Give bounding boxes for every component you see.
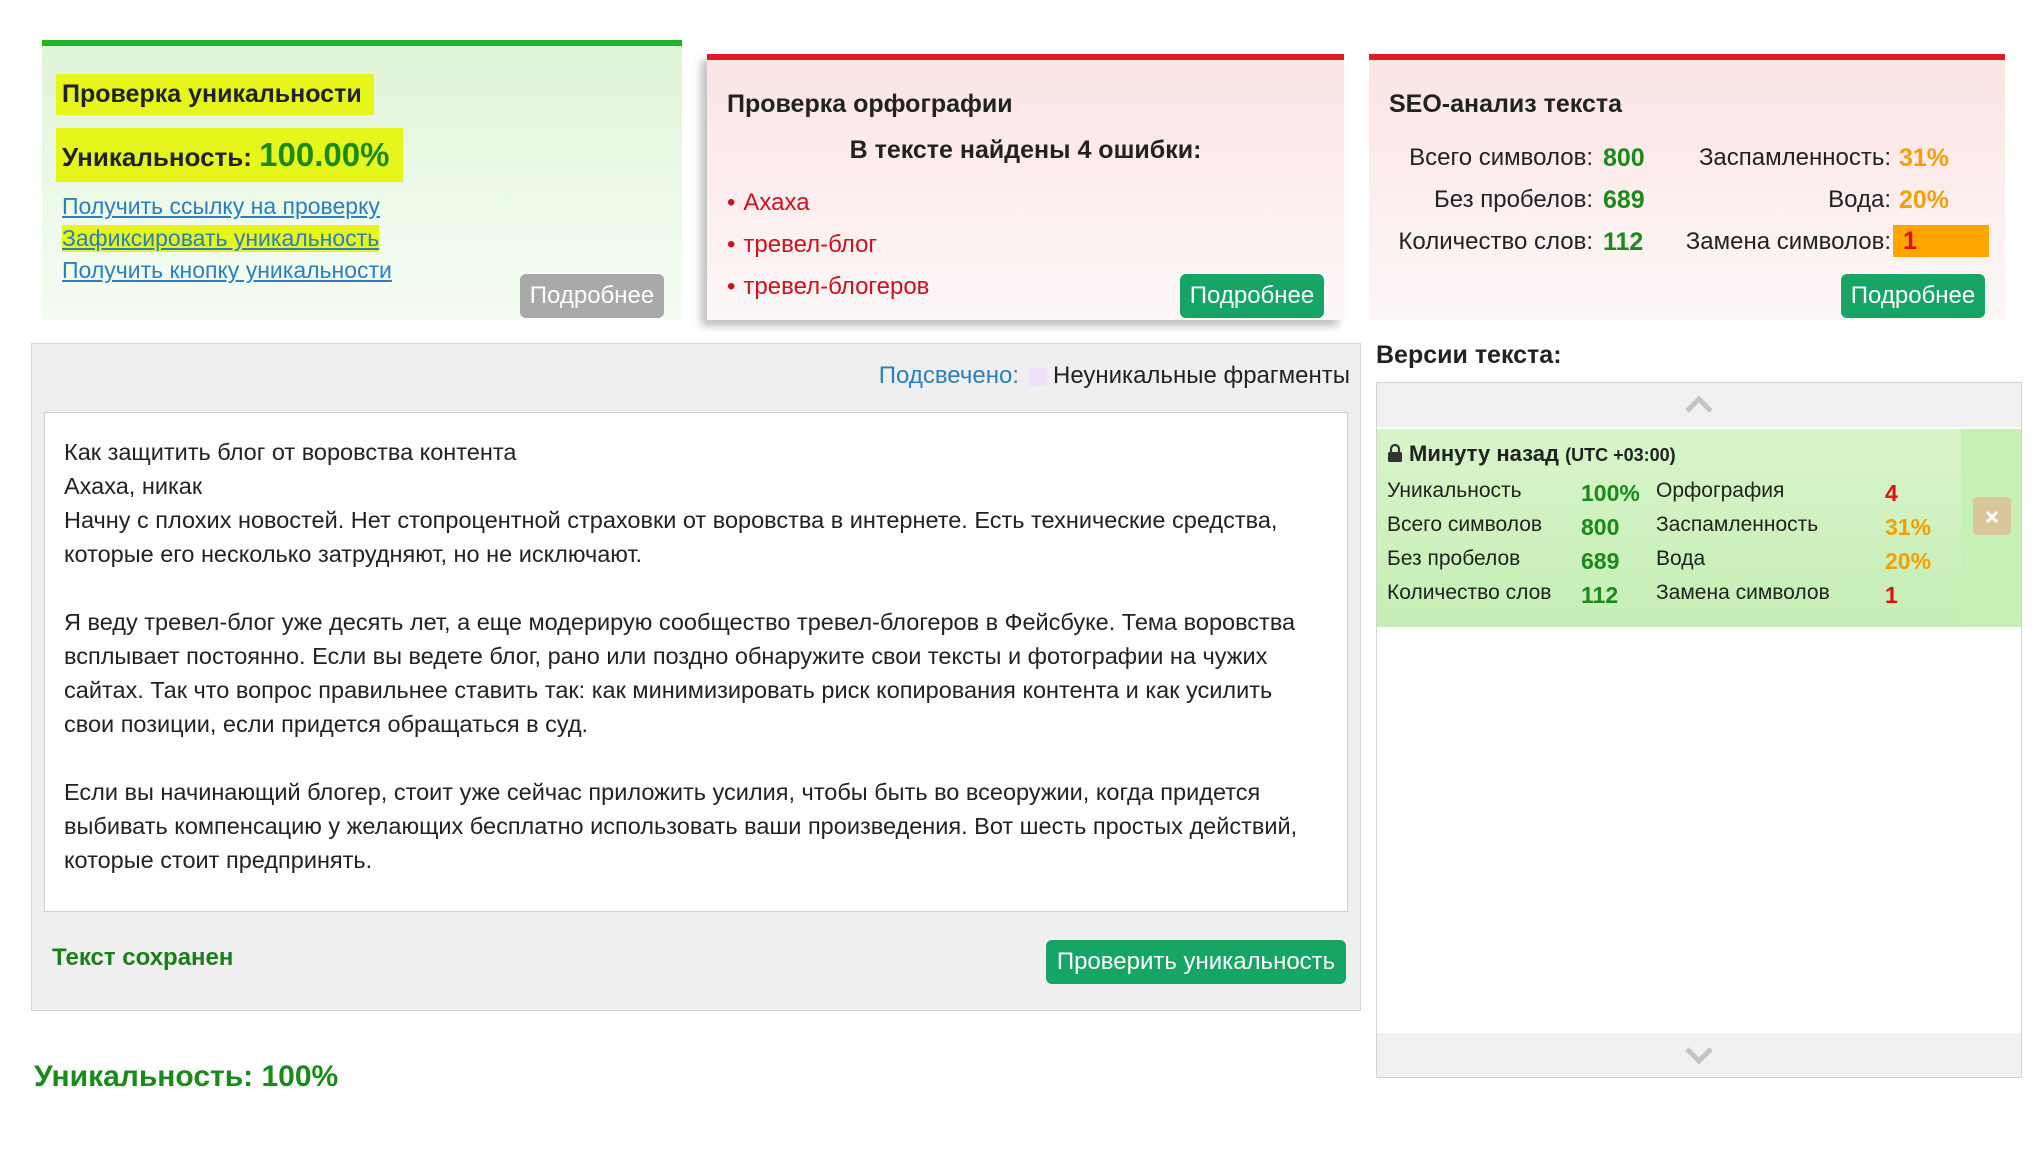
highlight-label: Подсвечено: <box>878 362 1019 389</box>
version-spam-value: 31% <box>1885 514 1932 540</box>
version-timezone: (UTC +03:00) <box>1565 445 1676 465</box>
chevron-up-icon <box>1679 383 1719 427</box>
version-replace-label: Замена символов <box>1656 581 1830 604</box>
text-paragraph: Если вы начинающий блогер, стоит уже сейчас приложить усилия, чтобы быть во всеоружии, когда придется выбивать компенсацию у желающих бесплатно использовать ваши произведения. Вот шесть простых действий, которые стоит предпринять. <box>64 779 1298 873</box>
text-line: Начну с плохих новостей. Нет стопроцентной страховки от воровства в интернете. Есть технические средства, которые его несколько затрудняют, но не исключают. <box>64 507 1278 567</box>
text-editor[interactable] <box>44 412 1348 912</box>
spam-value: 31% <box>1899 144 1950 172</box>
version-words-label: Количество слов <box>1387 581 1552 604</box>
spelling-details-button[interactable]: Подробнее <box>1180 274 1324 318</box>
errors-found-text: В тексте найдены 4 ошибки: <box>849 136 1202 164</box>
bottom-uniqueness: Уникальность: 100% <box>34 1060 339 1093</box>
no-spaces-value: 689 <box>1603 186 1645 214</box>
version-replace-value: 1 <box>1885 582 1898 608</box>
uniqueness-label: Уникальность: <box>62 142 252 172</box>
editor-text <box>64 435 1324 911</box>
chevron-down-icon <box>1679 1033 1719 1077</box>
highlight-swatch <box>1029 368 1047 386</box>
editor-panel <box>31 343 1361 1011</box>
error-item[interactable]: • тревел-блогеров <box>727 266 929 308</box>
version-spam-label: Заспамленность <box>1656 513 1819 536</box>
version-water-label: Вода <box>1656 547 1706 570</box>
lock-icon <box>1387 444 1403 462</box>
version-item[interactable] <box>1377 429 2021 627</box>
replace-label: Замена символов: <box>1685 228 1891 255</box>
error-item[interactable]: • Ахаха <box>727 182 929 224</box>
highlight-desc: Неуникальные фрагменты <box>1052 362 1350 389</box>
version-uniq-value: 100% <box>1581 480 1640 506</box>
delete-version-button[interactable] <box>1973 497 2011 535</box>
spelling-panel-title: Проверка орфографии <box>727 90 1013 118</box>
water-value: 20% <box>1899 186 1950 214</box>
water-label: Вода: <box>1828 186 1891 213</box>
seo-details-button[interactable]: Подробнее <box>1841 274 1985 318</box>
versions-scroll-down[interactable] <box>1377 1033 2021 1077</box>
total-chars-label: Всего символов: <box>1409 144 1593 171</box>
error-list <box>727 182 929 308</box>
seo-panel-title: SEO-анализ текста <box>1389 90 1623 118</box>
no-spaces-label: Без пробелов: <box>1434 186 1593 213</box>
text-paragraph: Я веду тревел-блог уже десять лет, а еще модерирую сообщество тревел-блогеров в Фейсбуке. Тема воровства всплывает постоянно. Если вы ведете блог, рано или поздно обнаружите свои тексты и фотографии на чужих сайтах. Так что вопрос правильнее ставить так: как минимизировать риск копирования контента и как усилить свои позиции, если придется обращаться в суд. <box>64 609 1296 737</box>
close-icon <box>1984 509 2000 525</box>
uniqueness-details-button[interactable]: Подробнее <box>520 274 664 318</box>
error-item[interactable]: • тревел-блог <box>727 224 929 266</box>
check-uniqueness-button[interactable]: Проверить уникальность <box>1046 940 1346 984</box>
version-spell-label: Орфография <box>1656 479 1785 502</box>
saved-status: Текст сохранен <box>52 944 234 971</box>
replace-value: 1 <box>1893 225 1989 257</box>
versions-title: Версии текста: <box>1376 341 1562 369</box>
uniqueness-panel <box>42 40 682 320</box>
total-chars-value: 800 <box>1603 144 1645 172</box>
seo-panel <box>1369 54 2005 320</box>
version-words-value: 112 <box>1581 582 1619 608</box>
versions-scroll-up[interactable] <box>1377 383 2021 427</box>
version-time: Минуту назад <box>1409 441 1559 466</box>
highlight-legend <box>879 362 1350 390</box>
version-nospace-label: Без пробелов <box>1387 547 1521 570</box>
get-button-link[interactable]: Получить кнопку уникальности <box>62 257 392 283</box>
version-header <box>1387 441 1676 467</box>
version-total-value: 800 <box>1581 514 1620 540</box>
text-line: Ахаха, никак <box>64 473 203 499</box>
versions-list <box>1376 382 2022 1078</box>
version-uniq-label: Уникальность <box>1387 479 1522 502</box>
spam-label: Заспамленность: <box>1698 144 1891 171</box>
spelling-panel <box>707 54 1344 320</box>
word-count-value: 112 <box>1603 228 1644 256</box>
version-water-value: 20% <box>1885 548 1932 574</box>
fix-uniqueness-link[interactable]: Зафиксировать уникальность <box>62 225 380 251</box>
uniqueness-value <box>56 128 403 182</box>
word-count-label: Количество слов: <box>1398 228 1593 255</box>
uniqueness-panel-title: Проверка уникальности <box>56 74 374 115</box>
version-total-label: Всего символов <box>1387 513 1543 536</box>
uniqueness-percent: 100.00% <box>259 136 390 173</box>
version-spell-value: 4 <box>1885 480 1898 506</box>
get-check-link[interactable]: Получить ссылку на проверку <box>62 193 380 219</box>
text-line: Как защитить блог от воровства контента <box>64 439 517 465</box>
version-nospace-value: 689 <box>1581 548 1620 574</box>
